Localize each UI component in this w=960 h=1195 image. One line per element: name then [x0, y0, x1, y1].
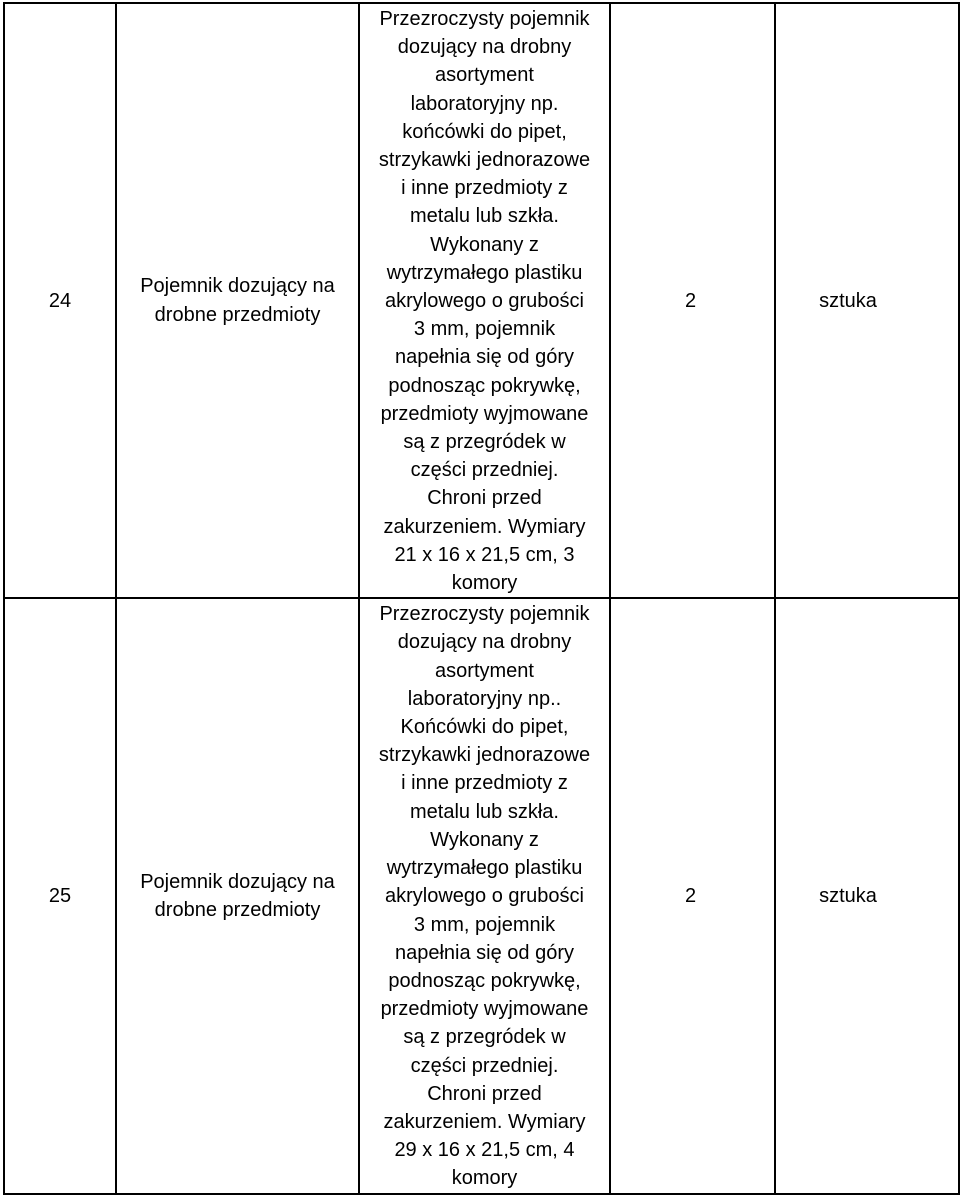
description-line: zakurzeniem. Wymiary: [383, 515, 586, 538]
description-line: przedmioty wyjmowane: [380, 402, 589, 425]
unit-value: sztuka: [819, 289, 877, 312]
description-line: są z przegródek w: [403, 431, 566, 454]
description-line: strzykawki jednorazowe: [378, 149, 591, 172]
description-line: dozujący na drobny: [397, 631, 572, 654]
unit-value: sztuka: [819, 884, 877, 907]
description-line: 3 mm, pojemnik: [413, 913, 556, 936]
description-line: i inne przedmioty z: [401, 772, 568, 795]
description-line: napełnia się od góry: [394, 346, 574, 369]
description-line: metalu lub szkła.: [410, 800, 559, 823]
item-name-line: Pojemnik dozujący na: [140, 275, 335, 298]
item-name-line: drobne przedmioty: [154, 303, 321, 326]
description-line: i inne przedmioty z: [401, 177, 568, 200]
item-name-cell: [116, 3, 359, 598]
description-line: 29 x 16 x 21,5 cm, 4: [394, 1139, 575, 1162]
item-number-cell: [4, 3, 116, 598]
description-line: Przezroczysty pojemnik: [379, 603, 590, 626]
description-line: części przedniej.: [410, 459, 559, 482]
quantity-value: 2: [684, 289, 697, 312]
unit-cell: [775, 598, 959, 1193]
table-row: [4, 3, 959, 598]
description-line: asortyment: [435, 659, 534, 682]
description-line: Przezroczysty pojemnik: [379, 8, 590, 30]
item-description-cell: [359, 598, 610, 1193]
unit-cell: [775, 3, 959, 598]
description-line: komory: [451, 572, 518, 595]
item-description-cell: [359, 3, 610, 598]
description-line: podnosząc pokrywkę,: [388, 374, 581, 397]
description-line: strzykawki jednorazowe: [378, 744, 591, 767]
quantity-cell: [610, 3, 775, 598]
description-line: akrylowego o grubości: [385, 290, 584, 313]
description-line: końcówki do pipet,: [402, 120, 567, 143]
description-line: Wykonany z: [430, 233, 539, 256]
description-line: napełnia się od góry: [394, 941, 574, 964]
description-line: Chroni przed: [427, 1082, 542, 1105]
item-number: 24: [48, 289, 72, 312]
description-line: podnosząc pokrywkę,: [388, 969, 581, 992]
description-line: Wykonany z: [430, 828, 539, 851]
item-name-cell: [116, 598, 359, 1193]
table-row: [4, 598, 959, 1193]
item-name-line: drobne przedmioty: [154, 898, 321, 921]
description-line: laboratoryjny np.: [410, 92, 559, 115]
specification-table: [3, 2, 960, 1195]
item-number-cell: [4, 598, 116, 1193]
description-line: są z przegródek w: [403, 1026, 566, 1049]
description-line: laboratoryjny np..: [407, 687, 562, 710]
description-line: Końcówki do pipet,: [400, 716, 569, 739]
description-line: przedmioty wyjmowane: [380, 998, 589, 1021]
item-number: 25: [48, 884, 72, 907]
description-line: zakurzeniem. Wymiary: [383, 1110, 586, 1133]
description-line: akrylowego o grubości: [385, 885, 584, 908]
description-line: 21 x 16 x 21,5 cm, 3: [394, 543, 575, 566]
quantity-cell: [610, 598, 775, 1193]
description-line: 3 mm, pojemnik: [413, 318, 556, 341]
quantity-value: 2: [684, 884, 697, 907]
description-line: wytrzymałego plastiku: [386, 857, 583, 880]
description-line: wytrzymałego plastiku: [386, 261, 583, 284]
description-line: komory: [451, 1167, 518, 1190]
description-line: Chroni przed: [427, 487, 542, 510]
item-name-line: Pojemnik dozujący na: [140, 870, 335, 893]
description-line: metalu lub szkła.: [410, 205, 559, 228]
description-line: asortyment: [435, 64, 534, 87]
description-line: części przedniej.: [410, 1054, 559, 1077]
description-line: dozujący na drobny: [397, 36, 572, 59]
